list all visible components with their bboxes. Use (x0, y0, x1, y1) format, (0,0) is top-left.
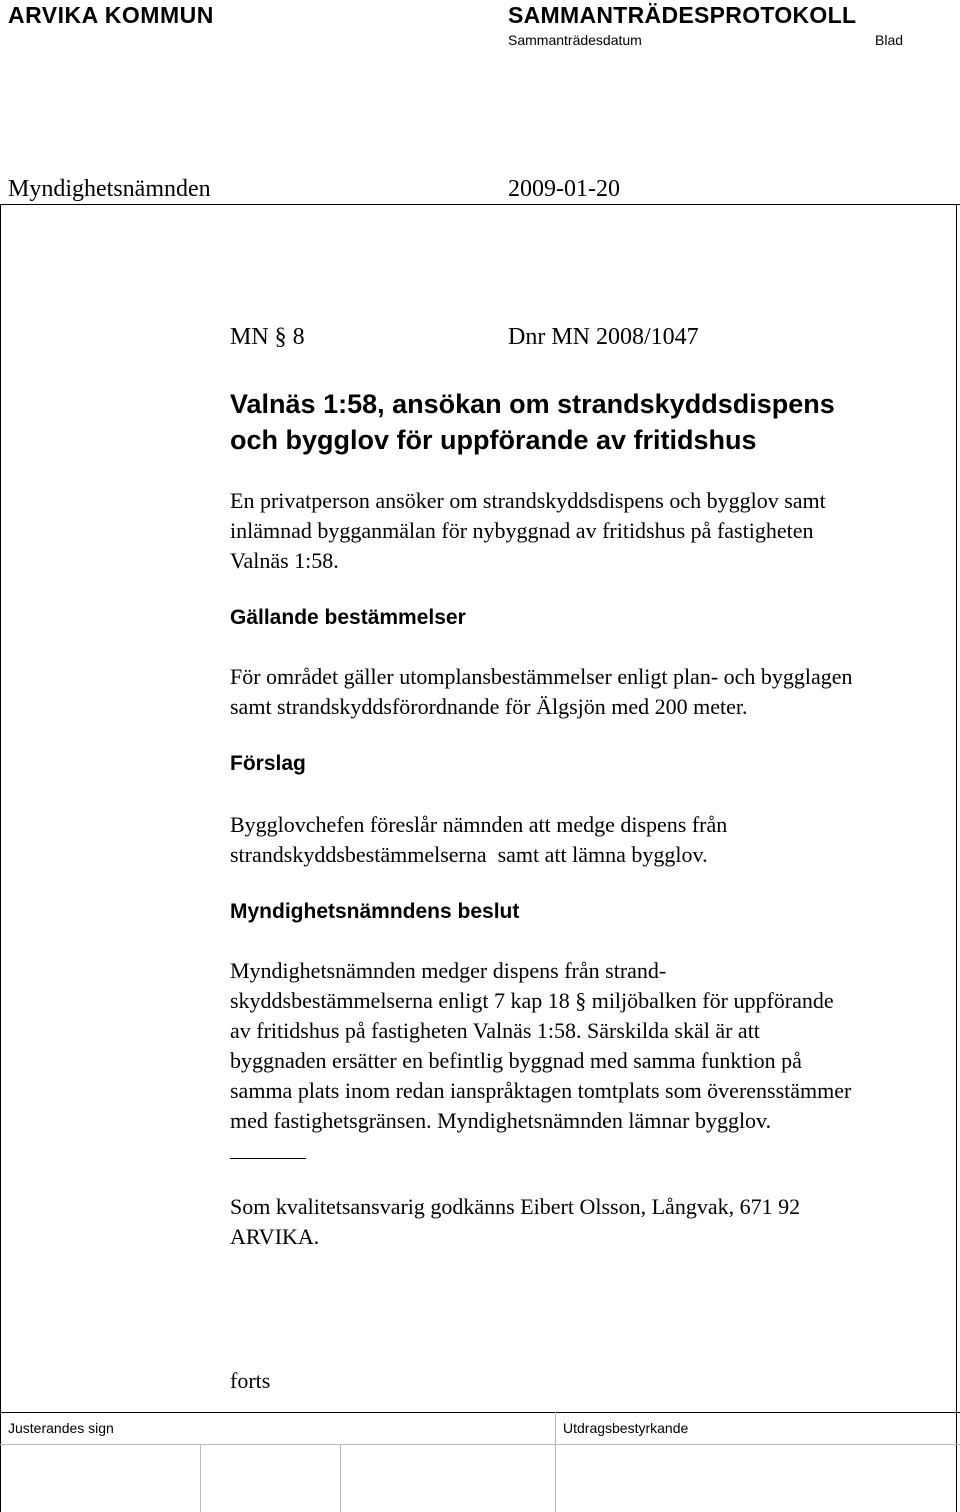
decision-heading: Myndighetsnämndens beslut (230, 900, 520, 923)
left-margin-rule (0, 204, 1, 1512)
intro-line: En privatperson ansöker om strandskyddsdispens och bygglov samt (230, 488, 826, 513)
decision-line: av fritidshus på fastigheten Valnäs 1:58. Särskilda skäl är att (230, 1018, 760, 1043)
case-intro (230, 486, 952, 576)
rules-text (230, 662, 956, 722)
footer-rule (0, 1412, 960, 1413)
extract-label: Utdragsbestyrkande (563, 1420, 689, 1436)
case-title (230, 386, 835, 458)
committee-name: Myndighetsnämnden (8, 176, 211, 202)
decision-line: samma plats inom redan ianspråktagen tomtplats som överensstämmer (230, 1078, 852, 1103)
sign-box-divider (555, 1412, 556, 1512)
case-number: MN § 8 (230, 324, 305, 350)
decision-line: skyddsbestämmelserna enligt 7 kap 18 § miljöbalken för uppförande (230, 988, 834, 1013)
quality-text (230, 1192, 952, 1252)
quality-line: ARVIKA. (230, 1224, 320, 1249)
quality-line: Som kvalitetsansvarig godkänns Eibert Olsson, Långvak, 671 92 (230, 1194, 801, 1219)
proposal-line: strandskyddsbestämmelserna samt att lämna bygglov. (230, 842, 708, 867)
proposal-text (230, 810, 952, 870)
intro-line: inlämnad bygganmälan för nybyggnad av fritidshus på fastigheten (230, 518, 814, 543)
case-title-line-2: och bygglov för uppförande av fritidshus (230, 425, 757, 455)
rules-line: För området gäller utomplansbestämmelser enligt plan- och bygglagen (230, 664, 853, 689)
meeting-date: 2009-01-20 (508, 176, 620, 202)
document-type: SAMMANTRÄDESPROTOKOLL (508, 2, 857, 28)
proposal-line: Bygglovchefen föreslår nämnden att medge dispens från (230, 812, 728, 837)
separator-rule (230, 1158, 306, 1159)
rules-heading: Gällande bestämmelser (230, 606, 466, 629)
org-name: ARVIKA KOMMUN (8, 2, 214, 28)
decision-line: med fastighetsgränsen. Myndighetsnämnden lämnar bygglov. (230, 1108, 772, 1133)
sign-box-divider (200, 1444, 201, 1512)
rules-line: samt strandskyddsförordnande för Älgsjön med 200 meter. (230, 694, 748, 719)
header-rule (0, 204, 960, 205)
right-margin-rule (956, 204, 957, 1512)
meeting-date-label: Sammanträdesdatum (508, 32, 642, 48)
decision-line: Myndighetsnämnden medger dispens från strand- (230, 958, 667, 983)
case-title-line-1: Valnäs 1:58, ansökan om strandskyddsdispens (230, 389, 835, 419)
intro-line: Valnäs 1:58. (230, 548, 339, 573)
decision-text (230, 956, 956, 1136)
footer-inner-rule (0, 1444, 960, 1445)
sign-label: Justerandes sign (8, 1420, 114, 1436)
decision-line: byggnaden ersätter en befintlig byggnad med samma funktion på (230, 1048, 802, 1073)
proposal-heading: Förslag (230, 752, 306, 775)
continued-marker: forts (230, 1368, 271, 1393)
case-dnr: Dnr MN 2008/1047 (508, 324, 699, 350)
sign-box-divider (340, 1444, 341, 1512)
page-label: Blad (875, 32, 904, 48)
